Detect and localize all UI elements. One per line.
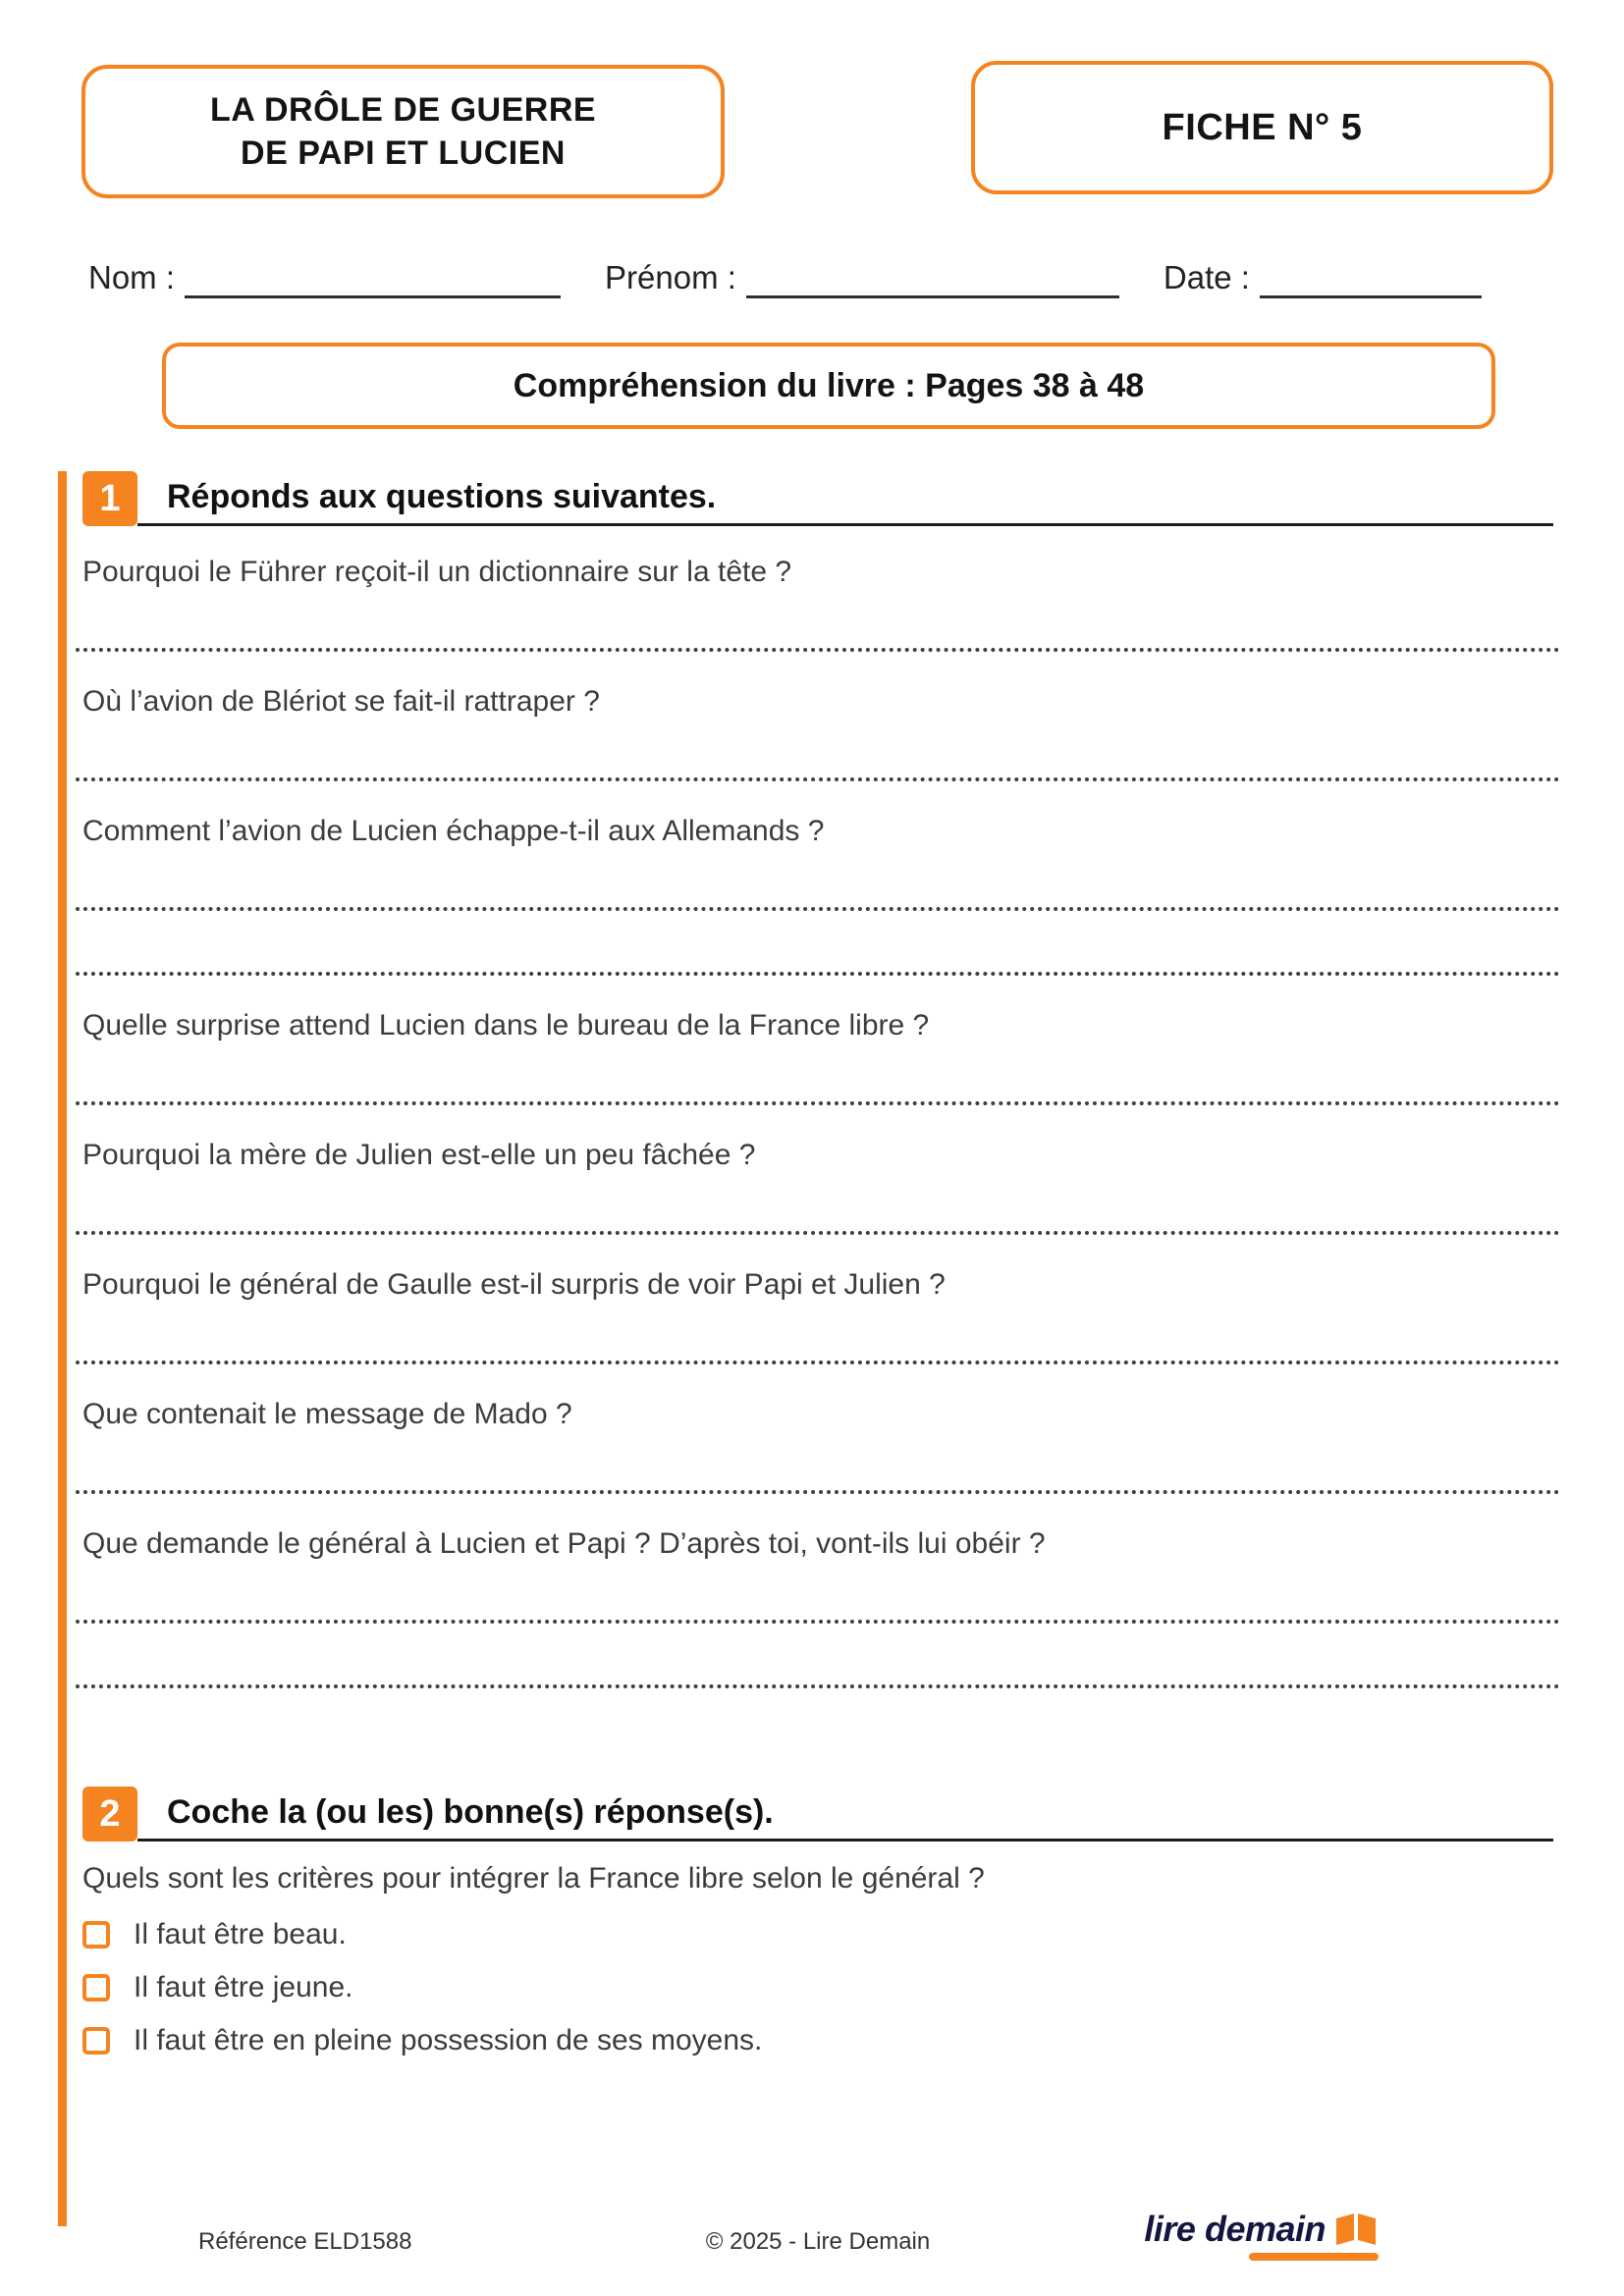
- open-book-icon: [1333, 2211, 1379, 2248]
- date-label: Date :: [1163, 259, 1250, 295]
- question-4: Quelle surprise attend Lucien dans le bureau de la France libre ?: [82, 1009, 930, 1041]
- question-6: Pourquoi le général de Gaulle est-il surpris de voir Papi et Julien ?: [82, 1268, 946, 1301]
- identity-row: [88, 247, 1553, 298]
- worksheet-content: [82, 471, 1553, 2067]
- footer-reference: Référence ELD1588: [198, 2228, 412, 2255]
- question-2: Où l’avion de Blériot se fait-il rattraper ?: [82, 685, 600, 718]
- answer-line-q8-2[interactable]: [82, 1641, 1553, 1706]
- section2-title: Coche la (ou les) bonne(s) réponse(s).: [167, 1793, 774, 1831]
- nom-field[interactable]: [185, 259, 561, 298]
- section2-header-rule: [137, 1787, 1553, 1842]
- nom-label: Nom :: [88, 259, 176, 295]
- book-title-line1: LA DRÔLE DE GUERRE: [209, 91, 597, 129]
- mcq-option-1-label: Il faut être beau.: [134, 1918, 347, 1950]
- question-8: Que demande le général à Lucien et Papi ? D’après toi, vont-ils lui obéir ?: [82, 1527, 1046, 1560]
- answer-line-q6[interactable]: [82, 1317, 1553, 1382]
- fiche-number-label: FICHE N° 5: [1162, 106, 1363, 148]
- book-title-box: [81, 65, 725, 198]
- mcq-option-2-label: Il faut être jeune.: [134, 1971, 353, 2003]
- section2: [82, 1787, 1553, 2067]
- answer-line-q1[interactable]: [82, 605, 1553, 669]
- fiche-number-box: [971, 61, 1553, 194]
- book-title-line2: DE PAPI ET LUCIEN: [241, 134, 566, 172]
- section2-header: [82, 1787, 1553, 1842]
- checkbox-option-3[interactable]: [82, 2027, 110, 2055]
- lire-demain-logo: [1144, 2209, 1379, 2261]
- section2-number-badge: 2: [82, 1787, 137, 1842]
- mcq-question: Quels sont les critères pour intégrer la France libre selon le général ?: [82, 1862, 985, 1895]
- left-accent-bar: [58, 471, 67, 2226]
- question-3: Comment l’avion de Lucien échappe-t-il aux Allemands ?: [82, 815, 825, 847]
- mcq-option-2: [82, 1961, 1553, 2014]
- mcq-option-1: [82, 1908, 1553, 1961]
- section1-number-badge: 1: [82, 471, 137, 526]
- answer-line-q8-1[interactable]: [82, 1576, 1553, 1641]
- checkbox-option-1[interactable]: [82, 1921, 110, 1949]
- answer-line-q5[interactable]: [82, 1188, 1553, 1253]
- question-1: Pourquoi le Führer reçoit-il un dictionnaire sur la tête ?: [82, 556, 792, 588]
- mcq-option-3: [82, 2014, 1553, 2067]
- answer-line-q4[interactable]: [82, 1058, 1553, 1123]
- section1-header-rule: [137, 471, 1553, 526]
- logo-tagline: [1249, 2253, 1379, 2261]
- question-5: Pourquoi la mère de Julien est-elle un peu fâchée ?: [82, 1139, 756, 1171]
- checkbox-option-2[interactable]: [82, 1974, 110, 2002]
- logo-text: lire demain: [1144, 2209, 1326, 2249]
- footer: [82, 2207, 1553, 2283]
- answer-line-q7[interactable]: [82, 1447, 1553, 1512]
- prenom-label: Prénom :: [605, 259, 736, 295]
- section1-header: [82, 471, 1553, 526]
- prenom-field[interactable]: [746, 259, 1119, 298]
- section1-title: Réponds aux questions suivantes.: [167, 478, 717, 515]
- answer-line-q3-1[interactable]: [82, 864, 1553, 929]
- answer-line-q2[interactable]: [82, 734, 1553, 799]
- answer-line-q3-2[interactable]: [82, 929, 1553, 993]
- date-field[interactable]: [1260, 259, 1482, 298]
- comprehension-banner-text: Compréhension du livre : Pages 38 à 48: [513, 366, 1145, 404]
- question-7: Que contenait le message de Mado ?: [82, 1398, 572, 1430]
- comprehension-banner: [162, 343, 1495, 429]
- footer-copyright: © 2025 - Lire Demain: [705, 2228, 931, 2255]
- mcq-option-3-label: Il faut être en pleine possession de ses moyens.: [134, 2024, 763, 2056]
